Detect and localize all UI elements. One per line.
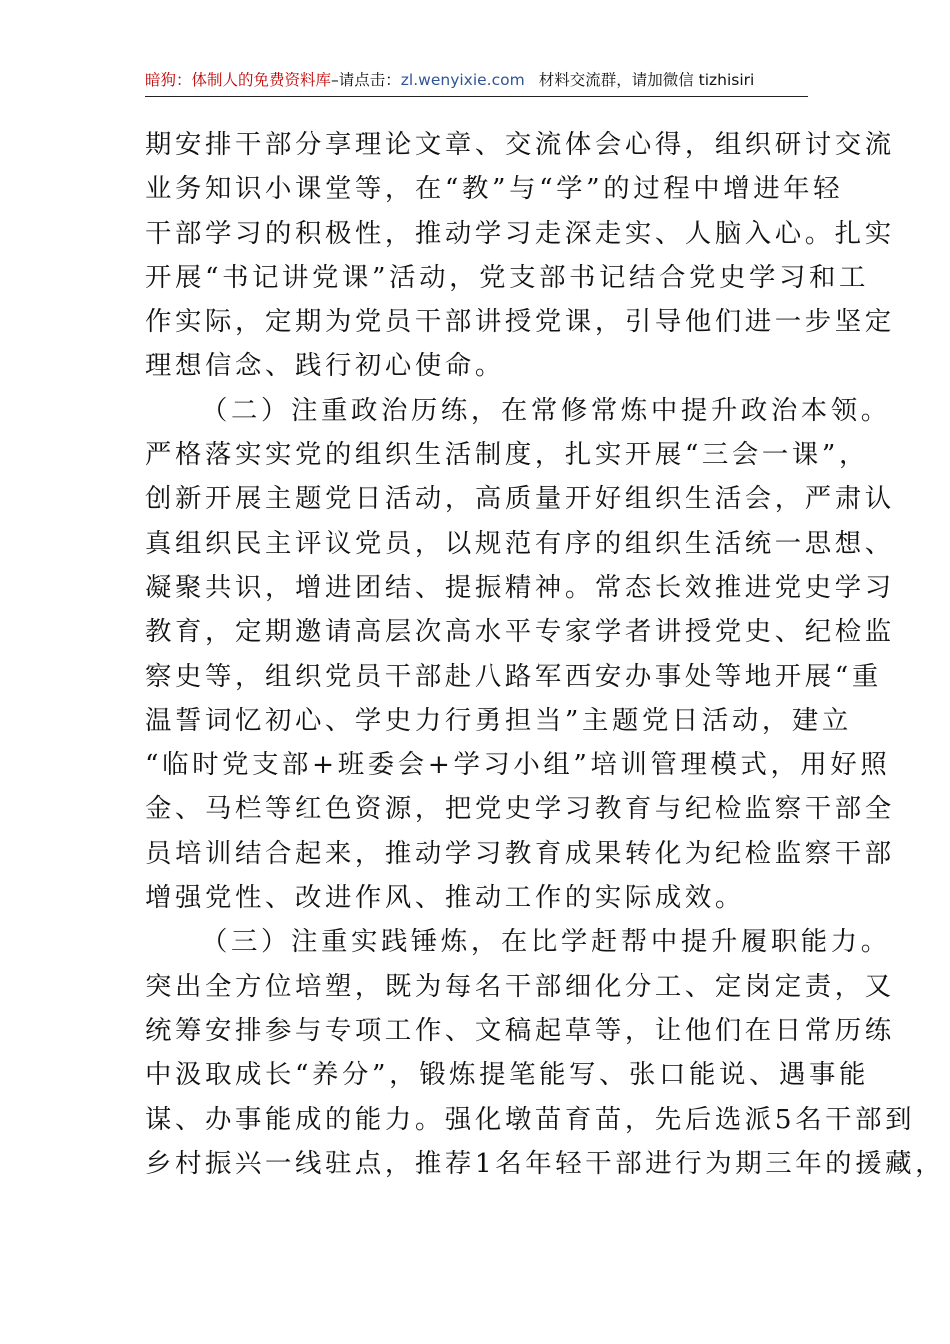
header-url-link[interactable]: zl.wenyixie.com: [400, 71, 525, 89]
header-contact: 材料交流群，请加微信 tizhisiri: [538, 71, 755, 89]
header-brand: 暗狗：体制人的免费资料库: [145, 71, 332, 89]
section-heading: （二）注重政治历练，在常修常炼中提升政治本领。: [201, 394, 891, 426]
body-line: 严格落实实党的组织生活制度，扎实开展“三会一课”，: [145, 439, 869, 471]
body-line: 业务知识小课堂等，在“教”与“学”的过程中增进年轻: [145, 173, 844, 205]
body-line: 金、马栏等红色资源，把党史学习教育与纪检监察干部全: [145, 793, 895, 825]
body-line: 教育，定期邀请高层次高水平专家学者讲授党史、纪检监: [145, 616, 895, 648]
body-line: 谋、办事能成的能力。强化墩苗育苗，先后选派5名干部到: [145, 1103, 916, 1135]
body-line: 创新开展主题党日活动，高质量开好组织生活会，严肃认: [145, 483, 895, 515]
body-line: 乡村振兴一线驻点，推荐1名年轻干部进行为期三年的援藏，: [145, 1147, 946, 1179]
body-line: 增强党性、改进作风、推动工作的实际成效。: [145, 882, 745, 914]
body-line: 干部学习的积极性，推动学习走深走实、人脑入心。扎实: [145, 217, 895, 249]
body-line: 中汲取成长“养分”，锻炼提笔能写、张口能说、遇事能: [145, 1059, 869, 1091]
body-line: 统筹安排参与专项工作、文稿起草等，让他们在日常历练: [145, 1014, 895, 1046]
body-line: 期安排干部分享理论文章、交流体会心得，组织研讨交流: [145, 129, 895, 160]
body-line: 温誓词忆初心、学史力行勇担当”主题党日活动，建立: [145, 704, 852, 736]
body-line: 员培训结合起来，推动学习教育成果转化为纪检监察干部: [145, 837, 895, 869]
page-header: [145, 66, 808, 97]
body-line: 真组织民主评议党员，以规范有序的组织生活统一思想、: [145, 527, 895, 559]
body-line: 理想信念、践行初心使命。: [145, 350, 505, 382]
document-body: [145, 123, 946, 1186]
body-line: 察史等，组织党员干部赴八路军西安办事处等地开展“重: [145, 660, 882, 692]
body-line: 开展“书记讲党课”活动，党支部书记结合党史学习和工: [145, 261, 869, 293]
header-prompt: –请点击：: [331, 71, 401, 89]
body-line: “临时党支部+班委会+学习小组”培训管理模式，用好照: [145, 749, 891, 781]
body-line: 凝聚共识，增进团结、提振精神。常态长效推进党史学习: [145, 571, 895, 603]
body-line: 作实际，定期为党员干部讲授党课，引导他们进一步坚定: [145, 306, 895, 338]
section-heading: （三）注重实践锤炼，在比学赶帮中提升履职能力。: [201, 926, 891, 958]
body-line: 突出全方位培塑，既为每名干部细化分工、定岗定责，又: [145, 970, 895, 1002]
